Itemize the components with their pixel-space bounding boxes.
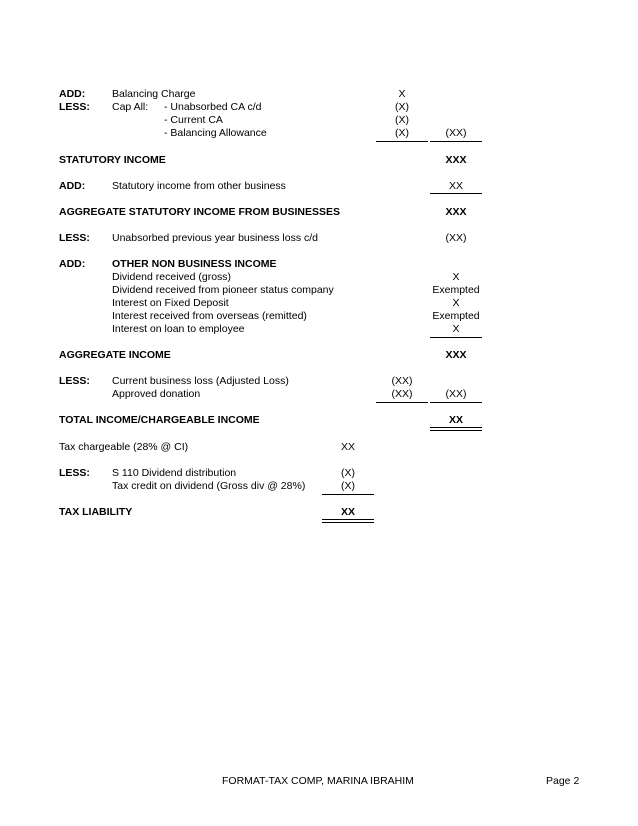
approved-donation-value: (XX): [391, 388, 413, 400]
current-loss-value: (XX): [391, 375, 413, 387]
add-label: ADD:: [59, 180, 86, 192]
total-income-value: XX: [448, 414, 463, 426]
underline: [430, 141, 482, 142]
balancing-allowance-desc: - Balancing Allowance: [164, 127, 267, 139]
non-business-item: Dividend received from pioneer status company: [112, 284, 334, 296]
tax-credit-value: (X): [341, 480, 355, 492]
unabsorbed-ca-desc: - Unabsorbed CA c/d: [164, 101, 262, 113]
non-business-item: Interest on Fixed Deposit: [112, 297, 229, 309]
non-business-value: X: [452, 297, 460, 309]
non-business-item: Interest on loan to employee: [112, 323, 245, 335]
other-business-value: XX: [448, 180, 463, 192]
statutory-income-label: STATUTORY INCOME: [59, 154, 166, 166]
tax-chargeable-desc: Tax chargeable (28% @ CI): [59, 441, 189, 453]
less-label: LESS:: [59, 232, 90, 244]
double-underline: [430, 427, 482, 431]
add-label: ADD:: [59, 258, 86, 270]
s110-value: (X): [341, 467, 355, 479]
aggregate-statutory-label: AGGREGATE STATUTORY INCOME FROM BUSINESSES: [59, 206, 340, 218]
underline: [376, 402, 428, 403]
unabsorbed-loss-value: (XX): [445, 232, 467, 244]
other-business-desc: Statutory income from other business: [112, 180, 286, 192]
current-ca-desc: - Current CA: [164, 114, 223, 126]
footer-title: FORMAT-TAX COMP, MARINA IBRAHIM: [222, 775, 414, 787]
non-business-value: X: [452, 323, 460, 335]
approved-donation-desc: Approved donation: [112, 388, 201, 400]
current-ca-value: (X): [395, 114, 409, 126]
underline: [430, 402, 482, 403]
page-number: Page 2: [546, 775, 580, 787]
tax-liability-value: XX: [340, 506, 355, 518]
non-business-value: Exempted: [432, 284, 480, 296]
s110-desc: S 110 Dividend distribution: [112, 467, 237, 479]
tax-liability-label: TAX LIABILITY: [59, 506, 133, 518]
balancing-allowance-value: (X): [395, 127, 409, 139]
non-business-heading: OTHER NON BUSINESS INCOME: [112, 258, 277, 270]
current-loss-desc: Current business loss (Adjusted Loss): [112, 375, 289, 387]
aggregate-income-label: AGGREGATE INCOME: [59, 349, 171, 361]
less-label: LESS:: [59, 375, 90, 387]
underline: [376, 141, 428, 142]
tax-chargeable-value: XX: [340, 441, 355, 453]
unabsorbed-ca-value: (X): [395, 101, 409, 113]
balancing-charge-desc: Balancing Charge: [112, 88, 196, 100]
underline: [430, 193, 482, 194]
statutory-income-value: XXX: [445, 154, 467, 166]
cap-all-total: (XX): [445, 127, 467, 139]
balancing-charge-value: X: [398, 88, 406, 100]
non-business-item: Dividend received (gross): [112, 271, 232, 283]
non-business-item: Interest received from overseas (remitted): [112, 310, 307, 322]
aggregate-statutory-value: XXX: [445, 206, 467, 218]
less-label: LESS:: [59, 101, 90, 113]
add-label: ADD:: [59, 88, 86, 100]
underline: [430, 337, 482, 338]
non-business-value: Exempted: [432, 310, 480, 322]
less-label: LESS:: [59, 467, 90, 479]
cap-all-desc: Cap All:: [112, 101, 149, 113]
double-underline: [322, 519, 374, 523]
non-business-value: X: [452, 271, 460, 283]
unabsorbed-loss-desc: Unabsorbed previous year business loss c/d: [112, 232, 319, 244]
aggregate-income-value: XXX: [445, 349, 467, 361]
total-income-label: TOTAL INCOME/CHARGEABLE INCOME: [59, 414, 260, 426]
tax-credit-desc: Tax credit on dividend (Gross div @ 28%): [112, 480, 306, 492]
underline: [322, 494, 374, 495]
deductions-total: (XX): [445, 388, 467, 400]
